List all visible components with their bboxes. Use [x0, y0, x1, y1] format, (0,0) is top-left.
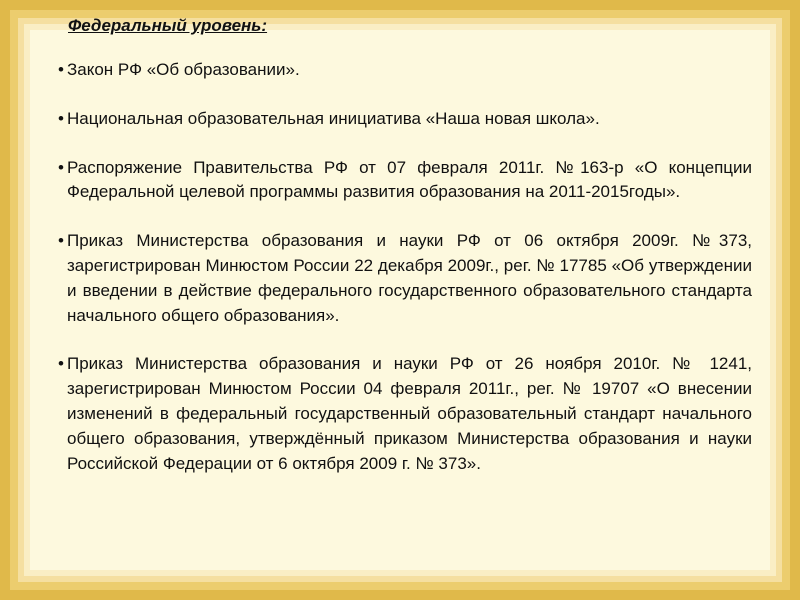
list-item-text: Закон РФ «Об образовании».	[67, 60, 300, 79]
bullet-icon: •	[58, 108, 64, 128]
list-item-order-373	[58, 229, 752, 328]
bullet-icon: •	[58, 231, 64, 251]
list-item-law	[58, 58, 752, 83]
list-item-decree	[58, 156, 752, 206]
bullet-icon: •	[58, 157, 64, 177]
slide-content	[58, 14, 752, 500]
list-item-text: Приказ Министерства образования и науки РФ от 06 октября 2009г. №373, зарегистрирован Минюстом России 22 декабря 2009г., рег. № 17785 «Об утверждении и введении в действие федерального государственного образовательного стандарта начального общего образования».	[67, 231, 752, 325]
list-item-text: Распоряжение Правительства РФ от 07 февраля 2011г. №163-р «О концепции Федеральной целевой программы развития образования на 2011-2015годы».	[67, 157, 752, 202]
bullet-icon: •	[58, 60, 64, 79]
section-heading: Федеральный уровень:	[68, 16, 268, 35]
list-item-text: Национальная образовательная инициатива «Наша новая школа».	[67, 108, 600, 128]
list-item-text: Приказ Министерства образования и науки РФ от 26 ноября 2010г. № 1241, зарегистрирован Минюстом России 04 февраля 2011г., рег. № 19707 «О внесении изменений в федеральный государственный образовательный стандарт начального общего образования, утверждённый приказом Министерства образования и науки Российской Федерации от 6 октября 2009 г. № 373».	[67, 354, 752, 473]
list-item-initiative	[58, 107, 752, 132]
bullet-icon: •	[58, 354, 64, 374]
document-list	[58, 58, 752, 476]
list-item-order-1241	[58, 352, 752, 476]
